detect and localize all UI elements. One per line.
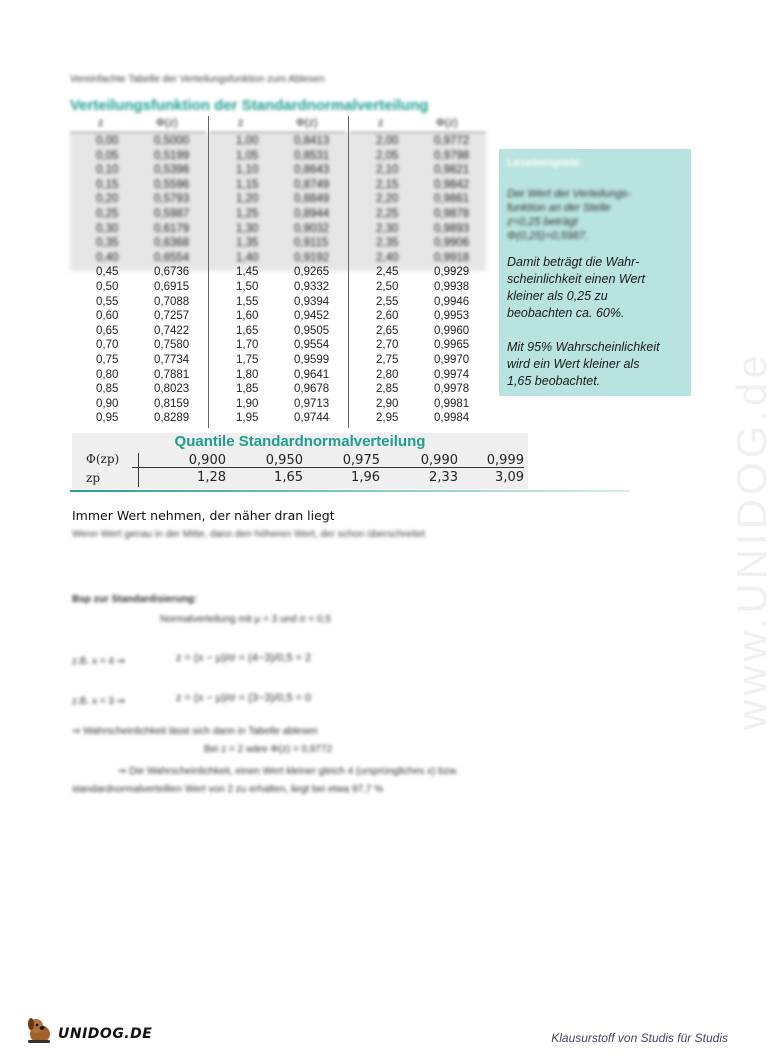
z-value: 0,10 bbox=[96, 164, 119, 177]
phi-value: 0,9505 bbox=[294, 324, 330, 337]
table-row bbox=[350, 193, 486, 206]
z-value: 1,10 bbox=[236, 164, 259, 177]
z-value: 1,20 bbox=[236, 193, 259, 206]
table-row bbox=[350, 135, 486, 148]
z-value: 2,55 bbox=[376, 295, 399, 308]
info-blurred-body bbox=[507, 187, 683, 243]
phi-value: 0,9772 bbox=[434, 135, 470, 147]
z-value: 0,60 bbox=[96, 310, 119, 323]
z-value: 0,40 bbox=[96, 251, 119, 264]
phi-value: 0,8849 bbox=[294, 193, 330, 206]
info-blurred-line: z=0,25 beträgt bbox=[507, 216, 578, 228]
z-value: 2,65 bbox=[376, 324, 399, 337]
quantile-prob: 0,975 bbox=[342, 453, 380, 468]
table-row bbox=[70, 208, 206, 221]
info-line: scheinlichkeit einen Wert bbox=[507, 272, 646, 286]
phi-value: 0,5000 bbox=[154, 135, 190, 147]
phi-value: 0,9893 bbox=[434, 222, 470, 235]
z-value: 2,60 bbox=[376, 310, 399, 323]
table-row bbox=[70, 252, 206, 265]
footer-logo bbox=[24, 1014, 164, 1046]
z-value: 0,50 bbox=[96, 281, 119, 293]
phi-value: 0,9599 bbox=[294, 354, 330, 366]
table-row bbox=[350, 339, 486, 352]
z-value: 1,55 bbox=[236, 295, 259, 308]
z-value: 1,05 bbox=[236, 149, 259, 162]
table-row bbox=[350, 252, 486, 265]
z-value: 1,75 bbox=[236, 354, 259, 366]
table-row bbox=[350, 398, 486, 411]
table-row bbox=[210, 369, 346, 382]
table-row bbox=[210, 223, 346, 236]
top-note: Vereinfachte Tabelle der Verteilungsfunktion zum Ablesen bbox=[70, 74, 325, 85]
header-phi: Φ(z) bbox=[156, 117, 178, 129]
z-value: 2,10 bbox=[376, 164, 399, 177]
example-distribution: Normalverteilung mit μ = 3 und σ = 0,5 bbox=[160, 614, 331, 625]
example-line4: Bei z = 2 wäre Φ(z) = 0,9772 bbox=[204, 744, 333, 755]
quantile-prob: 0,990 bbox=[420, 453, 458, 468]
phi-value: 0,9960 bbox=[434, 324, 470, 337]
example-line2-formula: z = (x − μ)/σ = (3−3)/0,5 = 0 bbox=[176, 692, 312, 704]
z-value: 2,45 bbox=[376, 266, 399, 279]
phi-value: 0,5199 bbox=[154, 149, 190, 162]
phi-value: 0,9713 bbox=[294, 397, 330, 410]
table-title: Verteilungsfunktion der Standardnormalverteilung bbox=[70, 97, 429, 114]
z-value: 1,90 bbox=[236, 397, 259, 410]
table-row bbox=[350, 296, 486, 309]
footer-tagline: Klausurstoff von Studis für Studis bbox=[551, 1031, 728, 1045]
phi-value: 0,7580 bbox=[154, 339, 190, 352]
table-row bbox=[350, 237, 486, 250]
table-group bbox=[210, 116, 346, 428]
phi-value: 0,9981 bbox=[434, 397, 470, 410]
quantile-row-label-phi: Φ(zp) bbox=[86, 452, 120, 466]
table-row bbox=[70, 281, 206, 294]
z-value: 2,80 bbox=[376, 368, 399, 381]
phi-value: 0,9842 bbox=[434, 178, 470, 191]
table-row bbox=[70, 266, 206, 279]
z-value: 2,90 bbox=[376, 397, 399, 410]
table-header-row bbox=[350, 116, 486, 133]
info-blurred-line: Der Wert der Verteilungs- bbox=[507, 188, 632, 200]
z-value: 0,55 bbox=[96, 295, 119, 308]
phi-value: 0,6554 bbox=[154, 251, 190, 264]
phi-value: 0,8413 bbox=[294, 135, 330, 147]
table-row bbox=[210, 325, 346, 338]
example-line1-left: z.B. x = 4 ⇒ bbox=[72, 656, 126, 667]
footer-brand: UNIDOG.DE bbox=[58, 1026, 153, 1042]
table-row bbox=[210, 208, 346, 221]
phi-value: 0,6179 bbox=[154, 222, 190, 235]
phi-value: 0,9970 bbox=[434, 354, 470, 366]
z-value: 1,00 bbox=[236, 135, 259, 147]
phi-value: 0,9821 bbox=[434, 164, 470, 177]
z-value: 1,40 bbox=[236, 251, 259, 264]
z-value: 2,50 bbox=[376, 281, 399, 293]
table-row bbox=[350, 223, 486, 236]
header-z: z bbox=[98, 117, 104, 129]
example-line1-formula: z = (x − μ)/σ = (4−3)/0,5 = 2 bbox=[176, 652, 312, 664]
z-value: 1,70 bbox=[236, 339, 259, 352]
quantile-prob: 0,999 bbox=[486, 453, 524, 468]
z-value: 2,40 bbox=[376, 251, 399, 264]
z-value: 0,75 bbox=[96, 354, 119, 366]
table-row bbox=[350, 150, 486, 163]
header-z: z bbox=[378, 117, 384, 129]
info-title: Lesebeispiele: bbox=[507, 157, 583, 169]
phi-value: 0,9192 bbox=[294, 251, 330, 264]
table-row bbox=[210, 339, 346, 352]
z-value: 0,65 bbox=[96, 324, 119, 337]
example-line6: standardnormalverteilten Wert von 2 zu erhalten, liegt bei etwa 97,7 % bbox=[72, 784, 384, 795]
phi-value: 0,9115 bbox=[294, 237, 329, 250]
table-row bbox=[210, 310, 346, 323]
z-value: 0,80 bbox=[96, 368, 119, 381]
phi-value: 0,9332 bbox=[294, 281, 330, 293]
quantile-prob: 0,950 bbox=[265, 453, 303, 468]
z-value: 1,95 bbox=[236, 412, 259, 425]
z-value: 1,60 bbox=[236, 310, 259, 323]
table-row bbox=[70, 193, 206, 206]
dog-mascot-icon bbox=[24, 1014, 58, 1046]
info-line: beobachten ca. 60%. bbox=[507, 306, 625, 320]
info-line: Mit 95% Wahrscheinlichkeit bbox=[507, 340, 660, 354]
phi-value: 0,5793 bbox=[154, 193, 190, 206]
phi-value: 0,5596 bbox=[154, 178, 190, 191]
phi-value: 0,9744 bbox=[294, 412, 330, 425]
z-value: 2,20 bbox=[376, 193, 399, 206]
phi-value: 0,9394 bbox=[294, 295, 330, 308]
header-phi: Φ(z) bbox=[296, 117, 318, 129]
phi-value: 0,7881 bbox=[154, 368, 190, 381]
phi-value: 0,9878 bbox=[434, 208, 470, 220]
table-row bbox=[350, 354, 486, 367]
table-row bbox=[210, 398, 346, 411]
z-value: 0,95 bbox=[96, 412, 119, 425]
info-line: Damit beträgt die Wahr- bbox=[507, 255, 640, 269]
phi-value: 0,8944 bbox=[294, 208, 330, 220]
phi-value: 0,9978 bbox=[434, 383, 470, 396]
z-value: 1,65 bbox=[236, 324, 259, 337]
phi-value: 0,9929 bbox=[434, 266, 470, 279]
phi-value: 0,9641 bbox=[294, 368, 330, 381]
z-value: 2,35 bbox=[376, 237, 399, 250]
example-heading: Bsp zur Standardisierung: bbox=[72, 594, 198, 605]
info-line: wird ein Wert kleiner als bbox=[507, 357, 640, 371]
phi-value: 0,9798 bbox=[434, 149, 470, 162]
phi-value: 0,9678 bbox=[294, 383, 330, 396]
table-row bbox=[210, 164, 346, 177]
table-row bbox=[350, 325, 486, 338]
example-line3: ⇒ Wahrscheinlichkeit lässt sich dann in Tabelle ablesen bbox=[72, 726, 318, 737]
z-value: 0,45 bbox=[96, 266, 119, 279]
table-row bbox=[70, 135, 206, 148]
table-row bbox=[210, 135, 346, 148]
z-value: 1,45 bbox=[236, 266, 259, 279]
phi-value: 0,5398 bbox=[154, 164, 190, 177]
example-line2-left: z.B. x = 3 ⇒ bbox=[72, 696, 126, 707]
table-row bbox=[350, 281, 486, 294]
phi-value: 0,9965 bbox=[434, 339, 470, 352]
divider-rule bbox=[70, 490, 630, 492]
phi-value: 0,8643 bbox=[294, 164, 330, 177]
phi-value: 0,8289 bbox=[154, 412, 190, 425]
phi-value: 0,8531 bbox=[294, 149, 330, 162]
phi-value: 0,6368 bbox=[154, 237, 190, 250]
table-row bbox=[210, 281, 346, 294]
info-blurred-line: funktion an der Stelle bbox=[507, 202, 611, 214]
table-row bbox=[70, 150, 206, 163]
z-value: 1,25 bbox=[236, 208, 259, 220]
phi-value: 0,9938 bbox=[434, 281, 470, 293]
table-group bbox=[70, 116, 206, 428]
quantile-title: Quantile Standardnormalverteilung bbox=[174, 433, 426, 450]
z-value: 0,25 bbox=[96, 208, 119, 220]
table-row bbox=[210, 237, 346, 250]
info-box bbox=[499, 149, 691, 396]
table-row bbox=[350, 383, 486, 396]
quantile-value: 1,65 bbox=[274, 470, 303, 485]
z-value: 0,30 bbox=[96, 222, 119, 235]
table-row bbox=[210, 412, 346, 425]
z-value: 0,90 bbox=[96, 397, 119, 410]
phi-value: 0,9984 bbox=[434, 412, 470, 425]
phi-value: 0,7734 bbox=[154, 354, 190, 366]
z-value: 0,70 bbox=[96, 339, 119, 352]
z-value: 1,80 bbox=[236, 368, 259, 381]
table-row bbox=[350, 369, 486, 382]
table-row bbox=[70, 179, 206, 192]
table-row bbox=[70, 398, 206, 411]
table-row bbox=[70, 354, 206, 367]
info-blurred-line: Φ(0,25)=0,5987. bbox=[507, 230, 589, 242]
column-separator bbox=[208, 116, 209, 428]
z-value: 0,00 bbox=[96, 135, 119, 147]
phi-value: 0,8023 bbox=[154, 383, 190, 396]
table-row bbox=[350, 179, 486, 192]
z-value: 2,75 bbox=[376, 354, 399, 366]
phi-value: 0,7257 bbox=[154, 310, 190, 323]
info-clear-text bbox=[507, 254, 687, 407]
phi-value: 0,9974 bbox=[434, 368, 470, 381]
table-row bbox=[210, 179, 346, 192]
table-row bbox=[350, 208, 486, 221]
z-value: 1,35 bbox=[236, 237, 259, 250]
info-line: 1,65 beobachtet. bbox=[507, 374, 601, 388]
table-row bbox=[70, 339, 206, 352]
table-row bbox=[350, 266, 486, 279]
z-value: 0,85 bbox=[96, 383, 119, 396]
phi-value: 0,8749 bbox=[294, 178, 330, 191]
table-row bbox=[70, 412, 206, 425]
column-separator bbox=[348, 116, 349, 428]
z-value: 0,05 bbox=[96, 149, 119, 162]
table-header-row bbox=[70, 116, 206, 133]
table-row bbox=[210, 296, 346, 309]
z-value: 2,70 bbox=[376, 339, 399, 352]
z-value: 0,35 bbox=[96, 237, 119, 250]
table-row bbox=[210, 252, 346, 265]
table-row bbox=[210, 354, 346, 367]
header-z: z bbox=[238, 117, 244, 129]
example-line5: ⇒ Die Wahrscheinlichkeit, einen Wert kleiner gleich 4 (ursprüngliches x) bzw. bbox=[118, 766, 459, 777]
table-row bbox=[350, 310, 486, 323]
phi-value: 0,9906 bbox=[434, 237, 470, 250]
quantile-row-label-z: zp bbox=[86, 471, 101, 485]
table-row bbox=[210, 266, 346, 279]
phi-value: 0,9265 bbox=[294, 266, 330, 279]
note-nearest-value: Immer Wert nehmen, der näher dran liegt bbox=[72, 508, 335, 523]
z-value: 2,00 bbox=[376, 135, 399, 147]
table-row bbox=[70, 164, 206, 177]
watermark bbox=[700, 250, 775, 770]
watermark-text: www.UNIDOG.de bbox=[728, 351, 775, 730]
table-row bbox=[70, 369, 206, 382]
table-row bbox=[70, 383, 206, 396]
table-row bbox=[350, 164, 486, 177]
z-value: 2,95 bbox=[376, 412, 399, 425]
standardization-example bbox=[72, 594, 592, 804]
phi-value: 0,9946 bbox=[434, 295, 470, 308]
distribution-table bbox=[70, 116, 486, 428]
table-header-row bbox=[210, 116, 346, 133]
quantile-value: 1,28 bbox=[197, 470, 226, 485]
z-value: 2,25 bbox=[376, 208, 399, 220]
z-value: 0,20 bbox=[96, 193, 119, 206]
phi-value: 0,6736 bbox=[154, 266, 190, 279]
z-value: 1,50 bbox=[236, 281, 259, 293]
table-row bbox=[70, 237, 206, 250]
z-value: 1,30 bbox=[236, 222, 259, 235]
z-value: 2,05 bbox=[376, 149, 399, 162]
phi-value: 0,7422 bbox=[154, 324, 190, 337]
quantile-table bbox=[72, 433, 528, 489]
phi-value: 0,7088 bbox=[154, 295, 190, 308]
quantile-value: 2,33 bbox=[429, 470, 458, 485]
note-middle-value: Wenn Wert genau in der Mitte, dann den höheren Wert, der schon überschreitet bbox=[72, 529, 425, 540]
phi-value: 0,9554 bbox=[294, 339, 330, 352]
phi-value: 0,8159 bbox=[154, 397, 190, 410]
quantile-value: 1,96 bbox=[351, 470, 380, 485]
table-group bbox=[350, 116, 486, 428]
phi-value: 0,9861 bbox=[434, 193, 470, 206]
table-row bbox=[210, 383, 346, 396]
phi-value: 0,9452 bbox=[294, 310, 330, 323]
info-line: kleiner als 0,25 zu bbox=[507, 289, 608, 303]
z-value: 2,15 bbox=[376, 178, 399, 191]
header-phi: Φ(z) bbox=[436, 117, 458, 129]
quantile-value: 3,09 bbox=[495, 470, 524, 485]
phi-value: 0,6915 bbox=[154, 281, 190, 293]
table-row bbox=[210, 150, 346, 163]
z-value: 1,85 bbox=[236, 383, 259, 396]
table-row bbox=[210, 193, 346, 206]
z-value: 2,30 bbox=[376, 222, 399, 235]
table-row bbox=[70, 223, 206, 236]
quantile-prob: 0,900 bbox=[188, 453, 226, 468]
phi-value: 0,9032 bbox=[294, 222, 330, 235]
z-value: 0,15 bbox=[96, 178, 119, 191]
phi-value: 0,5987 bbox=[154, 208, 190, 220]
table-row bbox=[70, 310, 206, 323]
table-row bbox=[350, 412, 486, 425]
table-row bbox=[70, 296, 206, 309]
quantile-divider bbox=[138, 453, 139, 487]
phi-value: 0,9918 bbox=[434, 251, 470, 264]
z-value: 2,85 bbox=[376, 383, 399, 396]
table-row bbox=[70, 325, 206, 338]
phi-value: 0,9953 bbox=[434, 310, 470, 323]
z-value: 1,15 bbox=[236, 178, 259, 191]
